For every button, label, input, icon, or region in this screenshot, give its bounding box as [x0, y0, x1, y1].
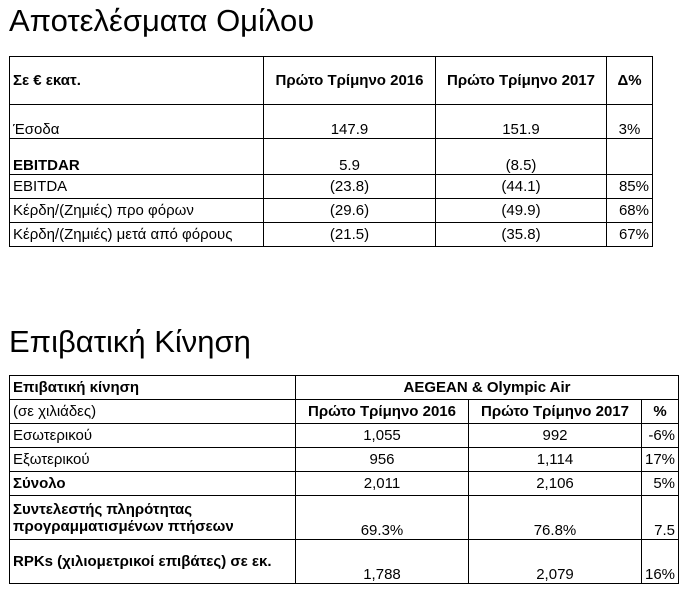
table-row: [10, 175, 653, 199]
results-table: [9, 56, 653, 247]
traffic-table: [9, 375, 679, 584]
value-2017: 992: [469, 424, 642, 448]
table-header-row: [10, 376, 679, 400]
value-2017: (44.1): [436, 175, 607, 199]
value-2016: 956: [296, 448, 469, 472]
header-label: Επιβατική κίνηση: [10, 376, 296, 400]
value-2017: 151.9: [436, 105, 607, 139]
value-delta: 3%: [607, 105, 653, 139]
value-2017: 76.8%: [469, 496, 642, 540]
table-row: [10, 223, 653, 247]
row-label: Σύνολο: [10, 472, 296, 496]
value-delta: 68%: [607, 199, 653, 223]
table-header-row: [10, 57, 653, 105]
table-header-row: [10, 400, 679, 424]
value-pct: -6%: [642, 424, 679, 448]
value-2017: 2,079: [469, 540, 642, 584]
results-section-title: Αποτελέσματα Ομίλου: [9, 3, 315, 38]
table-row: [10, 199, 653, 223]
value-2016: 2,011: [296, 472, 469, 496]
value-pct: 16%: [642, 540, 679, 584]
table-row: [10, 472, 679, 496]
value-2016: 69.3%: [296, 496, 469, 540]
row-label: Κέρδη/(Ζημιές) προ φόρων: [10, 199, 264, 223]
value-2016: (29.6): [264, 199, 436, 223]
value-2017: 1,114: [469, 448, 642, 472]
header-delta: Δ%: [607, 57, 653, 105]
table-row: [10, 448, 679, 472]
table-row: [10, 424, 679, 448]
header-label: Σε € εκατ.: [10, 57, 264, 105]
value-2017: (8.5): [436, 139, 607, 175]
value-pct: 17%: [642, 448, 679, 472]
value-delta: 67%: [607, 223, 653, 247]
header-q1-2016: Πρώτο Τρίμηνο 2016: [296, 400, 469, 424]
row-label: RPKs (χιλιομετρικοί επιβάτες) σε εκ.: [10, 540, 296, 584]
row-label: Εσωτερικού: [10, 424, 296, 448]
header-q1-2017: Πρώτο Τρίμηνο 2017: [469, 400, 642, 424]
header-q1-2017: Πρώτο Τρίμηνο 2017: [436, 57, 607, 105]
row-label: Εξωτερικού: [10, 448, 296, 472]
table-row: [10, 105, 653, 139]
header-pct: %: [642, 400, 679, 424]
value-2016: (21.5): [264, 223, 436, 247]
traffic-section-title: Επιβατική Κίνηση: [9, 324, 251, 359]
value-2016: (23.8): [264, 175, 436, 199]
row-label: EBITDAR: [10, 139, 264, 175]
value-2017: (35.8): [436, 223, 607, 247]
row-label: Κέρδη/(Ζημιές) μετά από φόρους: [10, 223, 264, 247]
value-2016: 147.9: [264, 105, 436, 139]
value-pct: 5%: [642, 472, 679, 496]
value-2016: 5.9: [264, 139, 436, 175]
header-group: AEGEAN & Olympic Air: [296, 376, 679, 400]
table-row: [10, 540, 679, 584]
value-2017: 2,106: [469, 472, 642, 496]
row-label: EBITDA: [10, 175, 264, 199]
row-label: Συντελεστής πληρότητας προγραμματισμένων πτήσεων: [10, 496, 296, 540]
header-sublabel: (σε χιλιάδες): [10, 400, 296, 424]
value-2016: 1,788: [296, 540, 469, 584]
value-pct: 7.5: [642, 496, 679, 540]
value-2016: 1,055: [296, 424, 469, 448]
value-2017: (49.9): [436, 199, 607, 223]
value-delta: 85%: [607, 175, 653, 199]
row-label: Έσοδα: [10, 105, 264, 139]
table-row: [10, 139, 653, 175]
value-delta: [607, 139, 653, 175]
table-row: [10, 496, 679, 540]
header-q1-2016: Πρώτο Τρίμηνο 2016: [264, 57, 436, 105]
